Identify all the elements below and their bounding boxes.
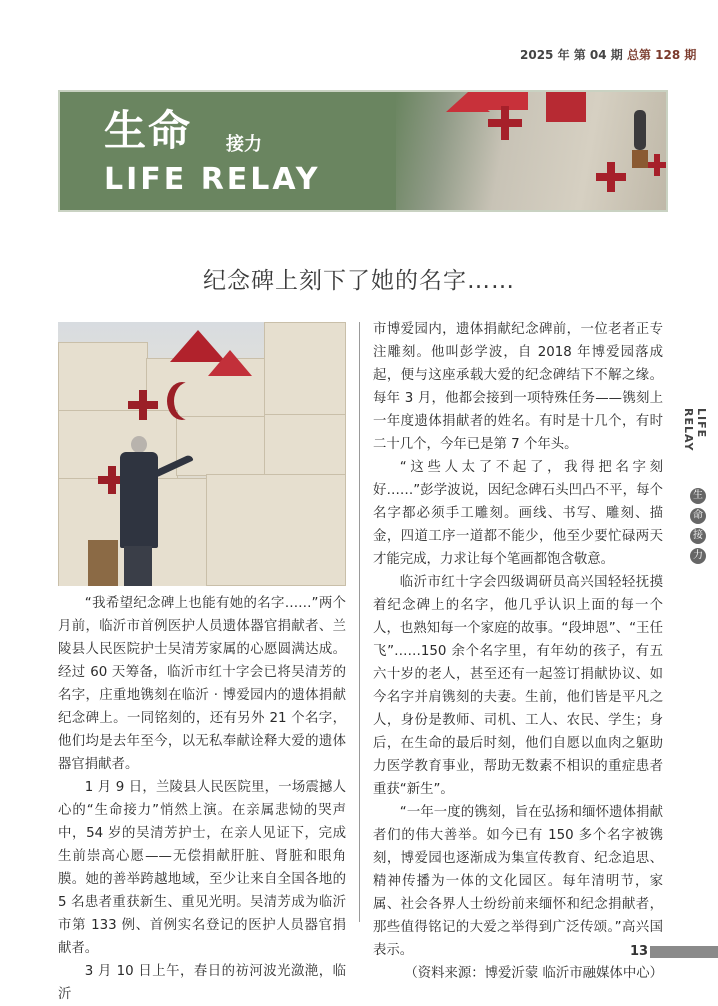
stone-block xyxy=(176,416,266,476)
side-tab-char: 命 xyxy=(690,508,706,524)
banner-red-cross-icon xyxy=(596,162,626,192)
side-tab-char: 力 xyxy=(690,548,706,564)
banner-red-block xyxy=(546,92,586,122)
banner-title-en: LIFE RELAY xyxy=(104,162,321,197)
stone-block xyxy=(206,474,346,586)
red-triangle xyxy=(208,350,252,376)
banner-red-cross-icon xyxy=(646,154,668,176)
red-cross-icon xyxy=(128,390,158,420)
side-tab-char: 接 xyxy=(690,528,706,544)
article-paragraph: 临沂市红十字会四级调研员高兴国轻轻抚摸着纪念碑上的名字，他几乎认识上面的每一个人，也熟知每一个家庭的故事。“段坤恩”、“王任飞”……150 余个名字里，有年幼的孩子，有五六十岁的老人，甚至还有一起签订捐献协议、如今名字并肩镌刻的夫妻。生前，他们皆是平凡之人，身份是教师、司机、工人、农民、学生；身后，在生命的最后时刻，他们自愿以血肉之躯助力医学教育事业，帮助无数素不相识的重症患者重获“新生”。 xyxy=(373,575,663,797)
article-column-left xyxy=(58,592,346,1006)
banner-title-cn: 生命 xyxy=(104,106,193,155)
article-paragraph: 市博爱园内，遗体捐献纪念碑前，一位老者正专注雕刻。他叫彭学波，自 2018 年博爱园落成起，便与这座承载大爱的纪念碑结下不解之缘。每年 3 月，他都会接到一项特殊任务——镌刻上一年度遗体捐献者的姓名。有时是十几个，有时二十几个，今年已是第 7 个年头。 xyxy=(373,322,663,452)
article-paragraph: 3 月 10 日上午，春日的祊河波光潋滟，临沂 xyxy=(58,964,346,1002)
article-paragraph: 1 月 9 日，兰陵县人民医院里，一场震撼人心的“生命接力”悄然上演。在亲属悲恸的哭声中，54 岁的吴清芳护士，在亲人见证下，完成生前崇高心愿——无偿捐献肝脏、肾脏和眼角膜。她的善举跨越地域，至少让来自全国各地的 5 名患者重获新生、重见光明。吴清芳成为临沂市第 133 例、首例实名登记的医护人员器官捐献者。 xyxy=(58,780,346,956)
banner-worker-figure xyxy=(634,110,646,150)
article-photo xyxy=(58,322,346,586)
engraver-legs xyxy=(124,546,152,586)
wooden-chair xyxy=(88,540,118,586)
engraver-figure xyxy=(120,452,158,548)
banner-red-triangle xyxy=(446,92,490,112)
banner-monument-photo xyxy=(396,92,666,210)
issue-label xyxy=(520,46,696,63)
engraver-head xyxy=(131,436,147,453)
side-tab-char: 生 xyxy=(690,488,706,504)
total-issue-number: 总第 128 期 xyxy=(627,48,697,62)
stone-block xyxy=(264,322,346,416)
article-source: （资料来源：博爱沂蒙 临沂市融媒体中心） xyxy=(404,966,663,981)
article-column-right xyxy=(373,318,663,985)
page-number-bar xyxy=(650,946,718,958)
article-headline: 纪念碑上刻下了她的名字…… xyxy=(203,268,515,294)
banner-title-sub: 接力 xyxy=(226,134,262,155)
column-divider xyxy=(359,322,360,922)
stone-block xyxy=(264,414,346,480)
banner-ladder xyxy=(632,150,648,168)
article-paragraph: “我希望纪念碑上也能有她的名字……”两个月前，临沂市首例医护人员遗体器官捐献者、兰陵县人民医院护士吴清芳家属的心愿圆满达成。经过 60 天筹备，临沂市红十字会已将吴清芳的名字，庄重地镌刻在临沂 · 博爱园内的遗体捐献纪念碑上。一同铭刻的，还有另外 21 个名字，他们均是去年至今，以无私奉献诠释大爱的遗体器官捐献者。 xyxy=(58,596,346,772)
red-crescent-icon xyxy=(174,382,204,420)
section-banner xyxy=(58,90,668,212)
issue-number: 2025 年 第 04 期 xyxy=(520,48,623,62)
article-paragraph: “一年一度的镌刻，旨在弘扬和缅怀遗体捐献者们的伟大善举。如今已有 150 多个名字被镌刻，博爱园也逐渐成为集宣传教育、纪念追思、精神传播为一体的文化园区。每年清明节，家属、社会各界人士纷纷前来缅怀和纪念捐献者，那些值得铭记的大爱之举得到广泛传颂。”高兴国表示。 xyxy=(373,805,663,958)
side-tab-en: LIFE RELAY xyxy=(682,408,708,452)
article-paragraph: “这些人太了不起了，我得把名字刻好……”彭学波说，因纪念碑石头凹凸不平，每个名字都必须手工雕刻。画线、书写、雕刻、描金，四道工序一道都不能少，他至少要忙碌两天才能完成，力求让每个笔画都饱含敬意。 xyxy=(373,460,663,567)
page-number: 13 xyxy=(630,944,649,959)
banner-red-cross-icon xyxy=(488,106,522,140)
